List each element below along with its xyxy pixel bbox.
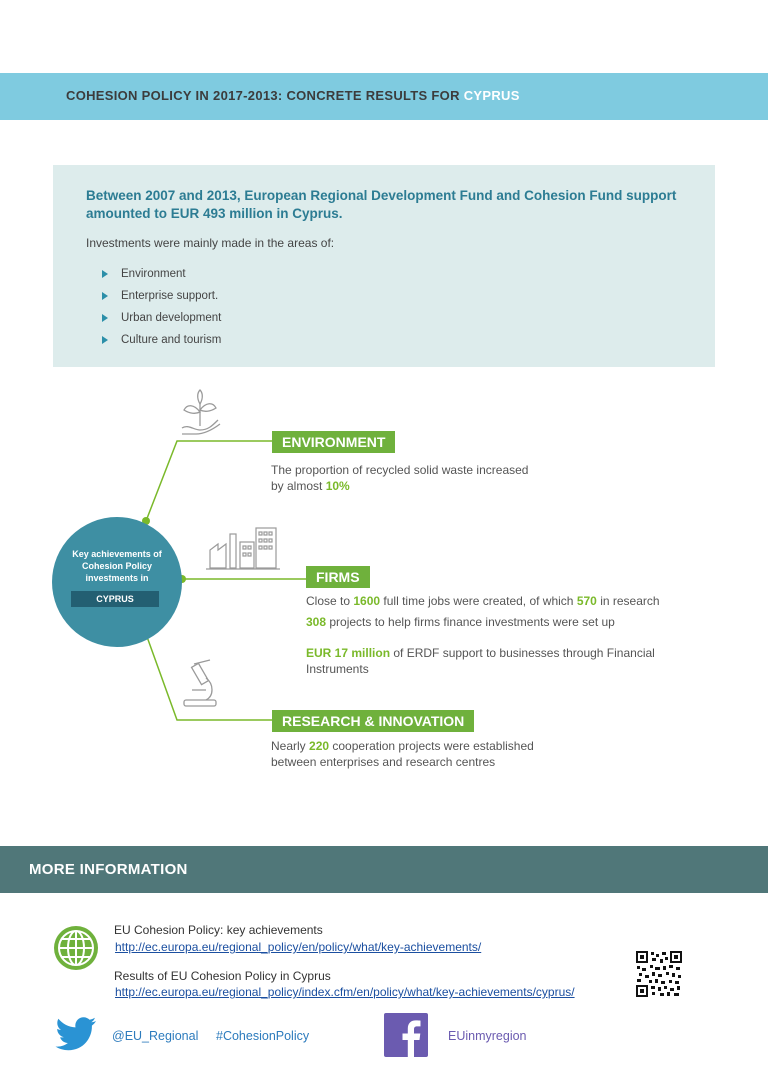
- firms-line-4: Instruments: [306, 662, 369, 676]
- hashtag-link[interactable]: #CohesionPolicy: [216, 1029, 310, 1043]
- link2-title: Results of EU Cohesion Policy in Cyprus: [114, 969, 331, 983]
- summary-lead: Between 2007 and 2013, European Regional Development Fund and Cohesion Fund support amounted to EUR 493 million in Cyprus.: [86, 188, 677, 221]
- page-title-country: CYPRUS: [463, 88, 520, 103]
- text-span: of ERDF support to businesses through Financial: [390, 646, 655, 660]
- more-information-band: [0, 846, 768, 893]
- text-span: cooperation projects were established: [329, 739, 534, 753]
- text-span: by almost: [271, 479, 326, 493]
- list-item-label: Urban development: [121, 312, 222, 324]
- research-projects-value: 220: [309, 739, 330, 753]
- environment-value: 10%: [325, 479, 350, 493]
- list-item-label: Environment: [121, 268, 186, 280]
- firms-line-2: [306, 614, 615, 630]
- factory-buildings-icon: [206, 528, 280, 569]
- twitter-handle[interactable]: @EU_Regional: [112, 1029, 199, 1043]
- globe-icon: [52, 924, 100, 972]
- text-span: in research: [596, 594, 660, 608]
- hub-label: Key achievements of Cohesion Policy investments in: [72, 549, 162, 583]
- environment-description: [271, 462, 528, 494]
- twitter-bird-icon[interactable]: [55, 1016, 97, 1052]
- page-title-prefix: COHESION POLICY IN 2017-2013: CONCRETE RESULTS FOR: [66, 88, 464, 103]
- firms-jobs-value: 1600: [353, 594, 381, 608]
- link2-url[interactable]: http://ec.europa.eu/regional_policy/index.cfm/en/policy/what/key-achievements/cyprus/: [115, 985, 575, 999]
- more-information-title: MORE INFORMATION: [29, 861, 188, 878]
- link1-title: EU Cohesion Policy: key achievements: [114, 923, 323, 937]
- microscope-icon: [184, 660, 216, 706]
- text-span: Nearly: [271, 739, 310, 753]
- summary-intro: Investments were mainly made in the areas of:: [86, 236, 335, 250]
- firms-projects-value: 308: [306, 615, 327, 629]
- hub-country-badge: CYPRUS: [71, 591, 159, 607]
- achievements-hub: [52, 517, 182, 647]
- environment-line-2: [271, 478, 528, 494]
- link1-url[interactable]: http://ec.europa.eu/regional_policy/en/policy/what/key-achievements/: [115, 940, 482, 954]
- research-line-1: [271, 738, 534, 754]
- qr-code-icon[interactable]: [636, 951, 682, 997]
- list-item-label: Culture and tourism: [121, 334, 222, 346]
- text-span: projects to help firms finance investments were set up: [326, 615, 615, 629]
- firms-tag: FIRMS: [306, 566, 370, 588]
- firms-line-3: [306, 645, 655, 661]
- environment-tag: ENVIRONMENT: [272, 431, 395, 453]
- facebook-page[interactable]: EUinmyregion: [448, 1029, 527, 1043]
- environment-line-1: The proportion of recycled solid waste increased: [271, 463, 529, 477]
- research-line-2: between enterprises and research centres: [271, 755, 496, 769]
- text-span: full time jobs were created, of which: [380, 594, 577, 608]
- text-span: Close to: [306, 594, 354, 608]
- firms-erdf-value: EUR 17 million: [306, 646, 391, 660]
- connector-research: [146, 634, 272, 720]
- plant-hand-icon: [182, 390, 220, 434]
- connector-environment: [146, 441, 272, 521]
- facebook-icon[interactable]: [384, 1013, 428, 1057]
- list-item-label: Enterprise support.: [121, 290, 219, 302]
- firms-line-1: [306, 593, 660, 609]
- firms-research-jobs-value: 570: [576, 594, 597, 608]
- research-innovation-tag: RESEARCH & INNOVATION: [272, 710, 474, 732]
